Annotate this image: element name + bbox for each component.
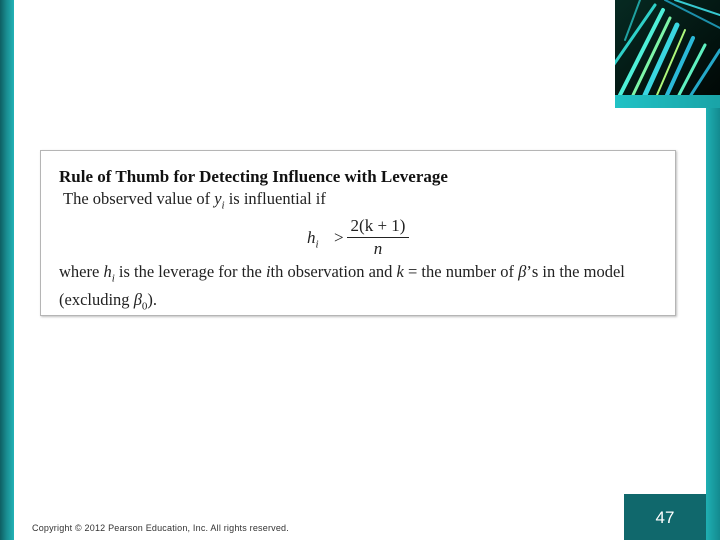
expl-text-2: is the leverage for the	[114, 262, 266, 281]
copyright-notice: Copyright © 2012 Pearson Education, Inc. All rights reserved.	[32, 523, 289, 533]
formula-lhs	[307, 228, 319, 250]
intro-sub-i: i	[221, 199, 225, 212]
formula-h-sub: i	[315, 238, 319, 251]
formula-h: h	[307, 228, 316, 247]
expl-text-4: = the number of	[403, 262, 519, 281]
rule-of-thumb-box	[40, 150, 676, 316]
intro-suffix: is influential if	[224, 189, 326, 208]
right-decorative-strip	[706, 108, 720, 540]
page-number-box	[624, 494, 706, 540]
expl-text-1: where	[59, 262, 104, 281]
rule-explanation	[59, 261, 664, 318]
formula-denominator: n	[373, 239, 383, 258]
expl-var-beta0: β	[133, 290, 142, 310]
page-number: 47	[655, 508, 675, 527]
expl-var-h-sub: i	[111, 272, 115, 285]
leverage-formula	[307, 215, 437, 265]
expl-var-k: k	[396, 262, 404, 281]
expl-text-5: ’s in the model (excluding	[59, 262, 625, 310]
left-decorative-bar	[0, 0, 14, 540]
expl-var-beta: β	[518, 262, 527, 281]
rule-intro	[63, 189, 326, 211]
formula-numerator: 2(k + 1)	[350, 216, 406, 235]
formula-fraction	[347, 215, 409, 260]
intro-prefix: The observed value of	[63, 189, 215, 208]
expl-text-3: th observation and	[270, 262, 397, 281]
expl-var-i: i	[265, 262, 271, 281]
intro-var-y: y	[214, 189, 222, 208]
formula-operator: >	[334, 228, 344, 247]
rule-title: Rule of Thumb for Detecting Influence with Leverage	[59, 167, 448, 186]
corner-teal-band	[615, 95, 720, 108]
expl-var-h: h	[103, 262, 112, 281]
corner-light-streak-image	[615, 0, 720, 95]
expl-text-6: ).	[147, 290, 158, 310]
expl-var-beta0-sub: 0	[141, 300, 148, 313]
